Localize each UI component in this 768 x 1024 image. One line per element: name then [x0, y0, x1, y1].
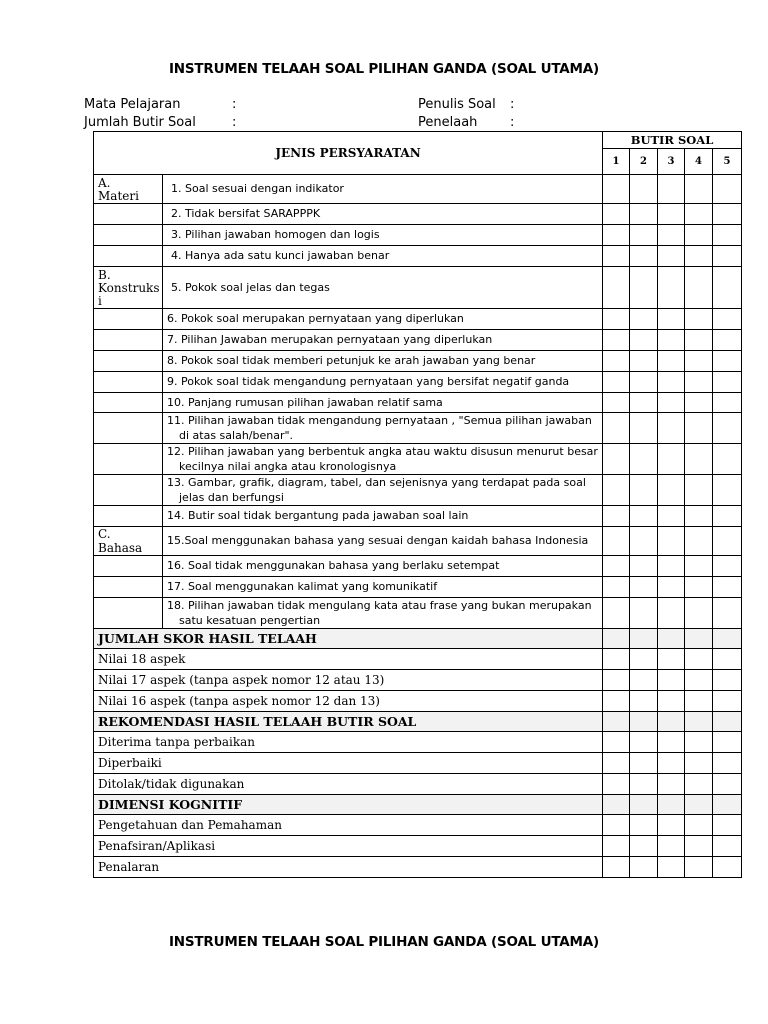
- score-cell[interactable]: [713, 527, 742, 556]
- score-cell[interactable]: [603, 753, 630, 774]
- score-cell[interactable]: [603, 267, 630, 309]
- section-cell: [603, 795, 630, 815]
- score-cell[interactable]: [685, 836, 713, 857]
- score-cell[interactable]: [713, 836, 742, 857]
- category-letter: B.: [98, 268, 111, 282]
- score-cell[interactable]: [685, 598, 713, 629]
- score-cell[interactable]: [603, 732, 630, 753]
- criteria-item: 15.Soal menggunakan bahasa yang sesuai dengan kaidah bahasa Indonesia: [163, 527, 603, 556]
- criteria-item: 4. Hanya ada satu kunci jawaban benar: [163, 246, 603, 267]
- score-cell[interactable]: [658, 732, 685, 753]
- score-cell[interactable]: [630, 598, 658, 629]
- score-cell[interactable]: [603, 527, 630, 556]
- jumlah-row: Nilai 18 aspek: [94, 649, 603, 670]
- score-cell[interactable]: [713, 267, 742, 309]
- rekomendasi-row: Ditolak/tidak digunakan: [94, 774, 603, 795]
- category-cell: [94, 204, 163, 225]
- category-cell: [94, 556, 163, 577]
- score-cell[interactable]: [630, 393, 658, 413]
- category-label: Materi: [98, 189, 139, 203]
- col-header: 2: [630, 149, 658, 175]
- category-label-cont: i: [98, 294, 102, 308]
- criteria-item: 16. Soal tidak menggunakan bahasa yang berlaku setempat: [163, 556, 603, 577]
- category-cell: [94, 225, 163, 246]
- score-cell[interactable]: [630, 670, 658, 691]
- score-cell[interactable]: [658, 475, 685, 506]
- score-cell[interactable]: [658, 372, 685, 393]
- section-jumlah-skor: JUMLAH SKOR HASIL TELAAH: [94, 629, 603, 649]
- score-cell[interactable]: [713, 577, 742, 598]
- score-cell[interactable]: [685, 670, 713, 691]
- section-cell: [630, 795, 658, 815]
- criteria-item: 2. Tidak bersifat SARAPPPK: [163, 204, 603, 225]
- score-cell[interactable]: [603, 577, 630, 598]
- score-cell[interactable]: [658, 225, 685, 246]
- score-cell[interactable]: [658, 836, 685, 857]
- score-cell[interactable]: [713, 556, 742, 577]
- score-cell[interactable]: [630, 753, 658, 774]
- score-cell[interactable]: [630, 444, 658, 475]
- score-cell[interactable]: [713, 246, 742, 267]
- rekomendasi-row: Diterima tanpa perbaikan: [94, 732, 603, 753]
- category-cell: [94, 444, 163, 475]
- section-cell: [685, 712, 713, 732]
- score-cell[interactable]: [630, 175, 658, 204]
- score-cell[interactable]: [630, 649, 658, 670]
- score-cell[interactable]: [603, 330, 630, 351]
- page-title-next: INSTRUMEN TELAAH SOAL PILIHAN GANDA (SOAL UTAMA): [168, 934, 600, 950]
- score-cell[interactable]: [658, 774, 685, 795]
- score-cell[interactable]: [713, 691, 742, 712]
- category-cell: [94, 475, 163, 506]
- dimensi-row: Penalaran: [94, 857, 603, 878]
- col-header: 5: [713, 149, 742, 175]
- score-cell[interactable]: [685, 774, 713, 795]
- score-cell[interactable]: [685, 857, 713, 878]
- header-butir-soal: BUTIR SOAL: [603, 132, 742, 149]
- score-cell[interactable]: [658, 857, 685, 878]
- score-cell[interactable]: [658, 577, 685, 598]
- score-cell[interactable]: [685, 267, 713, 309]
- colon: :: [232, 97, 237, 112]
- score-cell[interactable]: [603, 444, 630, 475]
- score-cell[interactable]: [630, 267, 658, 309]
- score-cell[interactable]: [630, 351, 658, 372]
- telaah-table: [93, 131, 742, 878]
- score-cell[interactable]: [658, 393, 685, 413]
- score-cell[interactable]: [713, 175, 742, 204]
- score-cell[interactable]: [630, 413, 658, 444]
- section-cell: [630, 712, 658, 732]
- score-cell[interactable]: [713, 857, 742, 878]
- score-cell[interactable]: [685, 475, 713, 506]
- score-cell[interactable]: [658, 670, 685, 691]
- score-cell[interactable]: [658, 598, 685, 629]
- score-cell[interactable]: [713, 225, 742, 246]
- category-cell: [94, 506, 163, 527]
- colon: :: [510, 97, 515, 112]
- score-cell[interactable]: [713, 372, 742, 393]
- score-cell[interactable]: [603, 246, 630, 267]
- criteria-text: 11. Pilihan jawaban tidak mengandung pernyataan , "Semua pilihan jawaban di atas salah/benar".: [167, 414, 592, 442]
- score-cell[interactable]: [658, 175, 685, 204]
- score-cell[interactable]: [630, 836, 658, 857]
- score-cell[interactable]: [685, 577, 713, 598]
- score-cell[interactable]: [630, 815, 658, 836]
- score-cell[interactable]: [630, 857, 658, 878]
- score-cell[interactable]: [603, 413, 630, 444]
- section-cell: [658, 795, 685, 815]
- score-cell[interactable]: [685, 225, 713, 246]
- category-materi: [94, 175, 163, 204]
- score-cell[interactable]: [713, 413, 742, 444]
- label-penelaah: Penelaah: [418, 115, 478, 130]
- score-cell[interactable]: [685, 732, 713, 753]
- score-cell[interactable]: [685, 753, 713, 774]
- score-cell[interactable]: [658, 506, 685, 527]
- rekomendasi-row: Diperbaiki: [94, 753, 603, 774]
- category-cell: [94, 577, 163, 598]
- score-cell[interactable]: [603, 857, 630, 878]
- score-cell[interactable]: [658, 815, 685, 836]
- section-cell: [713, 712, 742, 732]
- score-cell[interactable]: [630, 577, 658, 598]
- score-cell[interactable]: [713, 204, 742, 225]
- score-cell[interactable]: [658, 413, 685, 444]
- section-cell: [685, 795, 713, 815]
- score-cell[interactable]: [630, 506, 658, 527]
- score-cell[interactable]: [630, 691, 658, 712]
- score-cell[interactable]: [713, 670, 742, 691]
- category-letter: A.: [98, 176, 111, 190]
- criteria-item: 5. Pokok soal jelas dan tegas: [163, 267, 603, 309]
- criteria-text: 13. Gambar, grafik, diagram, tabel, dan sejenisnya yang terdapat pada soal jelas dan berfungsi: [167, 476, 586, 504]
- score-cell[interactable]: [685, 175, 713, 204]
- score-cell[interactable]: [658, 330, 685, 351]
- score-cell[interactable]: [685, 444, 713, 475]
- score-cell[interactable]: [603, 815, 630, 836]
- score-cell[interactable]: [713, 753, 742, 774]
- label-jumlah-butir-soal: Jumlah Butir Soal: [84, 115, 196, 130]
- score-cell[interactable]: [658, 444, 685, 475]
- header-jenis-persyaratan: JENIS PERSYARATAN: [94, 132, 603, 175]
- section-cell: [658, 712, 685, 732]
- jumlah-row: Nilai 16 aspek (tanpa aspek nomor 12 dan 13): [94, 691, 603, 712]
- score-cell[interactable]: [713, 506, 742, 527]
- score-cell[interactable]: [603, 598, 630, 629]
- score-cell[interactable]: [630, 246, 658, 267]
- criteria-item: 1. Soal sesuai dengan indikator: [163, 175, 603, 204]
- label-penulis-soal: Penulis Soal: [418, 97, 496, 112]
- col-header: 4: [685, 149, 713, 175]
- section-cell: [603, 712, 630, 732]
- score-cell[interactable]: [713, 444, 742, 475]
- category-cell: [94, 372, 163, 393]
- section-cell: [603, 629, 630, 649]
- criteria-item: 10. Panjang rumusan pilihan jawaban relatif sama: [163, 393, 603, 413]
- section-cell: [630, 629, 658, 649]
- criteria-item: [163, 598, 603, 629]
- jumlah-row: Nilai 17 aspek (tanpa aspek nomor 12 atau 13): [94, 670, 603, 691]
- criteria-item: 9. Pokok soal tidak mengandung pernyataan yang bersifat negatif ganda: [163, 372, 603, 393]
- score-cell[interactable]: [603, 649, 630, 670]
- score-cell[interactable]: [658, 649, 685, 670]
- score-cell[interactable]: [630, 372, 658, 393]
- category-cell: [94, 413, 163, 444]
- score-cell[interactable]: [685, 393, 713, 413]
- score-cell[interactable]: [658, 527, 685, 556]
- score-cell[interactable]: [603, 836, 630, 857]
- score-cell[interactable]: [658, 309, 685, 330]
- category-label: Konstruks: [98, 281, 160, 295]
- score-cell[interactable]: [713, 732, 742, 753]
- score-cell[interactable]: [685, 506, 713, 527]
- score-cell[interactable]: [630, 204, 658, 225]
- score-cell[interactable]: [685, 246, 713, 267]
- score-cell[interactable]: [713, 815, 742, 836]
- criteria-item: 3. Pilihan jawaban homogen dan logis: [163, 225, 603, 246]
- criteria-item: [163, 475, 603, 506]
- score-cell[interactable]: [603, 670, 630, 691]
- score-cell[interactable]: [630, 527, 658, 556]
- colon: :: [510, 115, 515, 130]
- criteria-item: 6. Pokok soal merupakan pernyataan yang diperlukan: [163, 309, 603, 330]
- dimensi-row: Pengetahuan dan Pemahaman: [94, 815, 603, 836]
- category-cell: [94, 309, 163, 330]
- score-cell[interactable]: [685, 527, 713, 556]
- score-cell[interactable]: [630, 556, 658, 577]
- criteria-text: 18. Pilihan jawaban tidak mengulang kata atau frase yang bukan merupakan satu kesatuan pengertian: [167, 599, 592, 627]
- score-cell[interactable]: [630, 732, 658, 753]
- score-cell[interactable]: [630, 309, 658, 330]
- score-cell[interactable]: [685, 815, 713, 836]
- score-cell[interactable]: [603, 204, 630, 225]
- criteria-text: 12. Pilihan jawaban yang berbentuk angka atau waktu disusun menurut besar kecilnya nilai angka atau kronologisnya: [167, 445, 598, 473]
- score-cell[interactable]: [603, 774, 630, 795]
- score-cell[interactable]: [658, 267, 685, 309]
- score-cell[interactable]: [630, 475, 658, 506]
- col-header: 1: [603, 149, 630, 175]
- dimensi-row: Penafsiran/Aplikasi: [94, 836, 603, 857]
- score-cell[interactable]: [685, 649, 713, 670]
- section-dimensi-kognitif: DIMENSI KOGNITIF: [94, 795, 603, 815]
- page-title: INSTRUMEN TELAAH SOAL PILIHAN GANDA (SOAL UTAMA): [168, 61, 600, 77]
- section-rekomendasi: REKOMENDASI HASIL TELAAH BUTIR SOAL: [94, 712, 603, 732]
- section-cell: [685, 629, 713, 649]
- category-cell: [94, 330, 163, 351]
- category-cell: [94, 393, 163, 413]
- score-cell[interactable]: [658, 753, 685, 774]
- score-cell[interactable]: [603, 309, 630, 330]
- criteria-item: 7. Pilihan Jawaban merupakan pernyataan yang diperlukan: [163, 330, 603, 351]
- score-cell[interactable]: [685, 691, 713, 712]
- criteria-item: 17. Soal menggunakan kalimat yang komunikatif: [163, 577, 603, 598]
- criteria-item: 14. Butir soal tidak bergantung pada jawaban soal lain: [163, 506, 603, 527]
- score-cell[interactable]: [603, 372, 630, 393]
- criteria-item: 8. Pokok soal tidak memberi petunjuk ke arah jawaban yang benar: [163, 351, 603, 372]
- section-cell: [713, 629, 742, 649]
- category-cell: [94, 351, 163, 372]
- label-mata-pelajaran: Mata Pelajaran: [84, 97, 181, 112]
- category-bahasa: C. Bahasa: [94, 527, 163, 556]
- section-cell: [713, 795, 742, 815]
- score-cell[interactable]: [713, 598, 742, 629]
- score-cell[interactable]: [713, 393, 742, 413]
- score-cell[interactable]: [685, 351, 713, 372]
- score-cell[interactable]: [685, 204, 713, 225]
- section-cell: [658, 629, 685, 649]
- score-cell[interactable]: [658, 351, 685, 372]
- score-cell[interactable]: [603, 225, 630, 246]
- score-cell[interactable]: [603, 175, 630, 204]
- score-cell[interactable]: [630, 225, 658, 246]
- score-cell[interactable]: [658, 556, 685, 577]
- criteria-item: [163, 444, 603, 475]
- score-cell[interactable]: [685, 330, 713, 351]
- score-cell[interactable]: [685, 372, 713, 393]
- score-cell[interactable]: [685, 413, 713, 444]
- score-cell[interactable]: [658, 246, 685, 267]
- criteria-item: [163, 413, 603, 444]
- score-cell[interactable]: [685, 309, 713, 330]
- category-cell: [94, 246, 163, 267]
- score-cell[interactable]: [713, 351, 742, 372]
- score-cell[interactable]: [713, 475, 742, 506]
- score-cell[interactable]: [685, 556, 713, 577]
- colon: :: [232, 115, 237, 130]
- score-cell[interactable]: [713, 330, 742, 351]
- score-cell[interactable]: [713, 309, 742, 330]
- score-cell[interactable]: [658, 204, 685, 225]
- score-cell[interactable]: [658, 691, 685, 712]
- score-cell[interactable]: [603, 475, 630, 506]
- score-cell[interactable]: [630, 774, 658, 795]
- category-cell: [94, 598, 163, 629]
- score-cell[interactable]: [603, 351, 630, 372]
- score-cell[interactable]: [603, 393, 630, 413]
- score-cell[interactable]: [603, 556, 630, 577]
- category-konstruksi: [94, 267, 163, 309]
- score-cell[interactable]: [630, 330, 658, 351]
- col-header: 3: [658, 149, 685, 175]
- score-cell[interactable]: [603, 506, 630, 527]
- score-cell[interactable]: [713, 649, 742, 670]
- score-cell[interactable]: [603, 691, 630, 712]
- score-cell[interactable]: [713, 774, 742, 795]
